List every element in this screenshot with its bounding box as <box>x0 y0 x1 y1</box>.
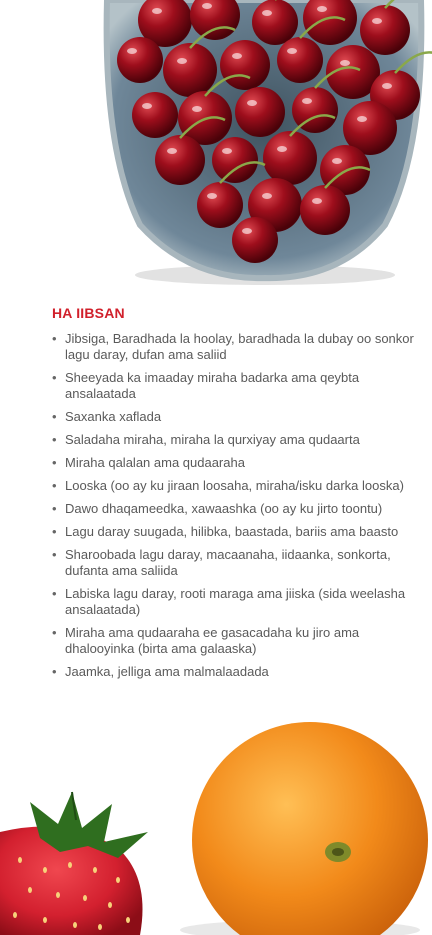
list-item: • Sheeyada ka imaaday miraha badarka ama qeybta ansalaatada <box>52 370 424 402</box>
cherry-highlight <box>167 148 177 154</box>
cherry-highlight <box>202 3 212 9</box>
cherry-highlight <box>142 103 152 109</box>
cherry-highlight <box>262 10 272 16</box>
strawberry-seed <box>98 924 102 930</box>
strawberry-seed <box>68 862 72 868</box>
strawberry-seed <box>43 917 47 923</box>
cherry <box>132 92 178 138</box>
list-item: • Looska (oo ay ku jiraan loosaha, miraha/isku darka looska) <box>52 478 424 494</box>
strawberry-seed <box>93 867 97 873</box>
cherry <box>277 37 323 83</box>
list-item: • Dawo dhaqameedka, xawaashka (oo ay ku jirto toontu) <box>52 501 424 517</box>
cherry <box>235 87 285 137</box>
list-item: • Miraha ama qudaaraha ee gasacadaha ku jiro ama dhalooyinka (birta ama galaaska) <box>52 625 424 657</box>
strawberry-seed <box>83 895 87 901</box>
strawberry-seed <box>28 887 32 893</box>
strawberry <box>0 792 148 935</box>
strawberry-seed <box>108 902 112 908</box>
cherry-highlight <box>192 106 202 112</box>
cherry-highlight <box>332 158 342 164</box>
fruit-image <box>0 720 432 935</box>
strawberry-seed <box>18 857 22 863</box>
strawberry-seed <box>116 877 120 883</box>
cherry <box>163 43 217 97</box>
cherry-highlight <box>317 6 327 12</box>
cherry-highlight <box>247 100 257 106</box>
cherry-highlight <box>222 148 232 154</box>
cherry-highlight <box>232 53 242 59</box>
cherry <box>300 185 350 235</box>
cherry-highlight <box>242 228 252 234</box>
cherry-highlight <box>277 146 287 152</box>
list-item: • Jibsiga, Baradhada la hoolay, baradhada la dubay oo sonkor lagu daray, dufan ama saliid <box>52 331 424 363</box>
cherry-highlight <box>372 18 382 24</box>
cherry-highlight <box>382 83 392 89</box>
cherry <box>220 40 270 90</box>
list-item: • Lagu daray suugada, hilibka, baastada, bariis ama baasto <box>52 524 424 540</box>
list-item: • Miraha qalalan ama qudaaraha <box>52 455 424 471</box>
cherry <box>197 182 243 228</box>
cherry-highlight <box>127 48 137 54</box>
cherry-highlight <box>302 98 312 104</box>
cherry-highlight <box>177 58 187 64</box>
section-heading: HA IIBSAN <box>52 305 125 321</box>
cherry <box>117 37 163 83</box>
cherry-highlight <box>262 193 272 199</box>
orange <box>192 722 428 935</box>
cherry-highlight <box>287 48 297 54</box>
cherry-highlight <box>152 8 162 14</box>
info-section <box>52 305 424 687</box>
list-item: • Saxanka xaflada <box>52 409 424 425</box>
item-list <box>52 331 424 680</box>
strawberry-seed <box>126 917 130 923</box>
cherry <box>252 0 298 45</box>
cherry <box>155 135 205 185</box>
cherry <box>360 5 410 55</box>
cherry <box>212 137 258 183</box>
strawberry-seed <box>13 912 17 918</box>
strawberry-seed <box>56 892 60 898</box>
cherry <box>232 217 278 263</box>
cherry-bowl-image <box>95 0 432 285</box>
cherry-highlight <box>312 198 322 204</box>
cherry <box>263 131 317 185</box>
list-item: • Labiska lagu daray, rooti maraga ama jiiska (sida weelasha ansalaatada) <box>52 586 424 618</box>
list-item: • Saladaha miraha, miraha la qurxiyay ama qudaarta <box>52 432 424 448</box>
cherry-highlight <box>340 60 350 66</box>
list-item: • Jaamka, jelliga ama malmalaadada <box>52 664 424 680</box>
strawberry-seed <box>43 867 47 873</box>
strawberry-seed <box>73 922 77 928</box>
cherry-highlight <box>357 116 367 122</box>
cherry-highlight <box>207 193 217 199</box>
list-item: • Sharoobada lagu daray, macaanaha, iidaanka, sonkorta, dufanta ama saliida <box>52 547 424 579</box>
